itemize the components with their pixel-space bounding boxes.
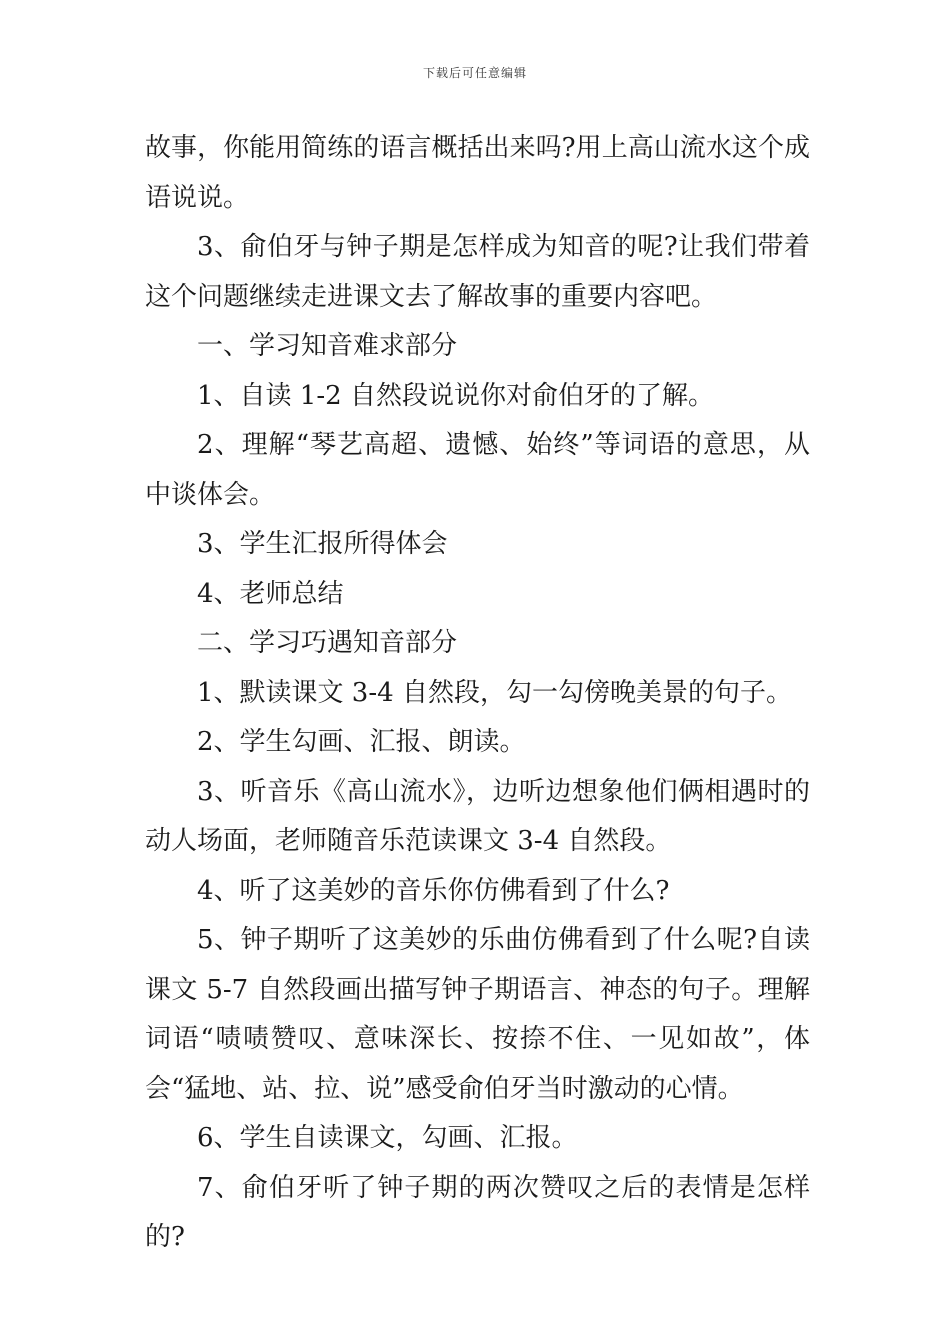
paragraph-9: 1、默读课文 3-4 自然段，勾一勾傍晚美景的句子。 [197,677,792,708]
paragraph-7: 4、老师总结 [197,578,344,609]
paragraph-4: 1、自读 1-2 自然段说说你对俞伯牙的了解。 [197,380,714,411]
paragraph-14: 6、学生自读课文，勾画、汇报。 [197,1123,578,1153]
paragraph-13: 5、钟子期听了这美妙的乐曲仿佛看到了什么呢?自读课文 5-7 自然段画出描写钟子期语言、神态的句子。理解词语“啧啧赞叹、意味深长、按捺不住、一见如故”，体会“猛地、站、拉、说”感受俞伯牙当时激动的心情。 [145,925,810,1104]
paragraph-15: 7、俞伯牙听了钟子期的两次赞叹之后的表情是怎样的? [145,1172,810,1252]
section-heading-1: 一、学习知音难求部分 [197,331,458,361]
paragraph-5: 2、理解“琴艺高超、遗憾、始终”等词语的意思，从中谈体会。 [145,430,810,510]
paragraph-11: 3、听音乐《高山流水》，边听边想象他们俩相遇时的动人场面，老师随音乐范读课文 3-4 自然段。 [145,776,810,856]
paragraph-12: 4、听了这美妙的音乐你仿佛看到了什么? [197,875,670,906]
paragraph-2: 3、俞伯牙与钟子期是怎样成为知音的呢?让我们带着这个问题继续走进课文去了解故事的重要内容吧。 [145,232,810,312]
paragraph-1: 故事，你能用简练的语言概括出来吗?用上高山流水这个成语说说。 [145,133,810,213]
paragraph-10: 2、学生勾画、汇报、朗读。 [197,727,526,757]
document-body [145,124,810,1263]
page-header-note: 下载后可任意编辑 [422,66,527,80]
section-heading-2: 二、学习巧遇知音部分 [197,628,458,658]
paragraph-6: 3、学生汇报所得体会 [197,529,448,559]
